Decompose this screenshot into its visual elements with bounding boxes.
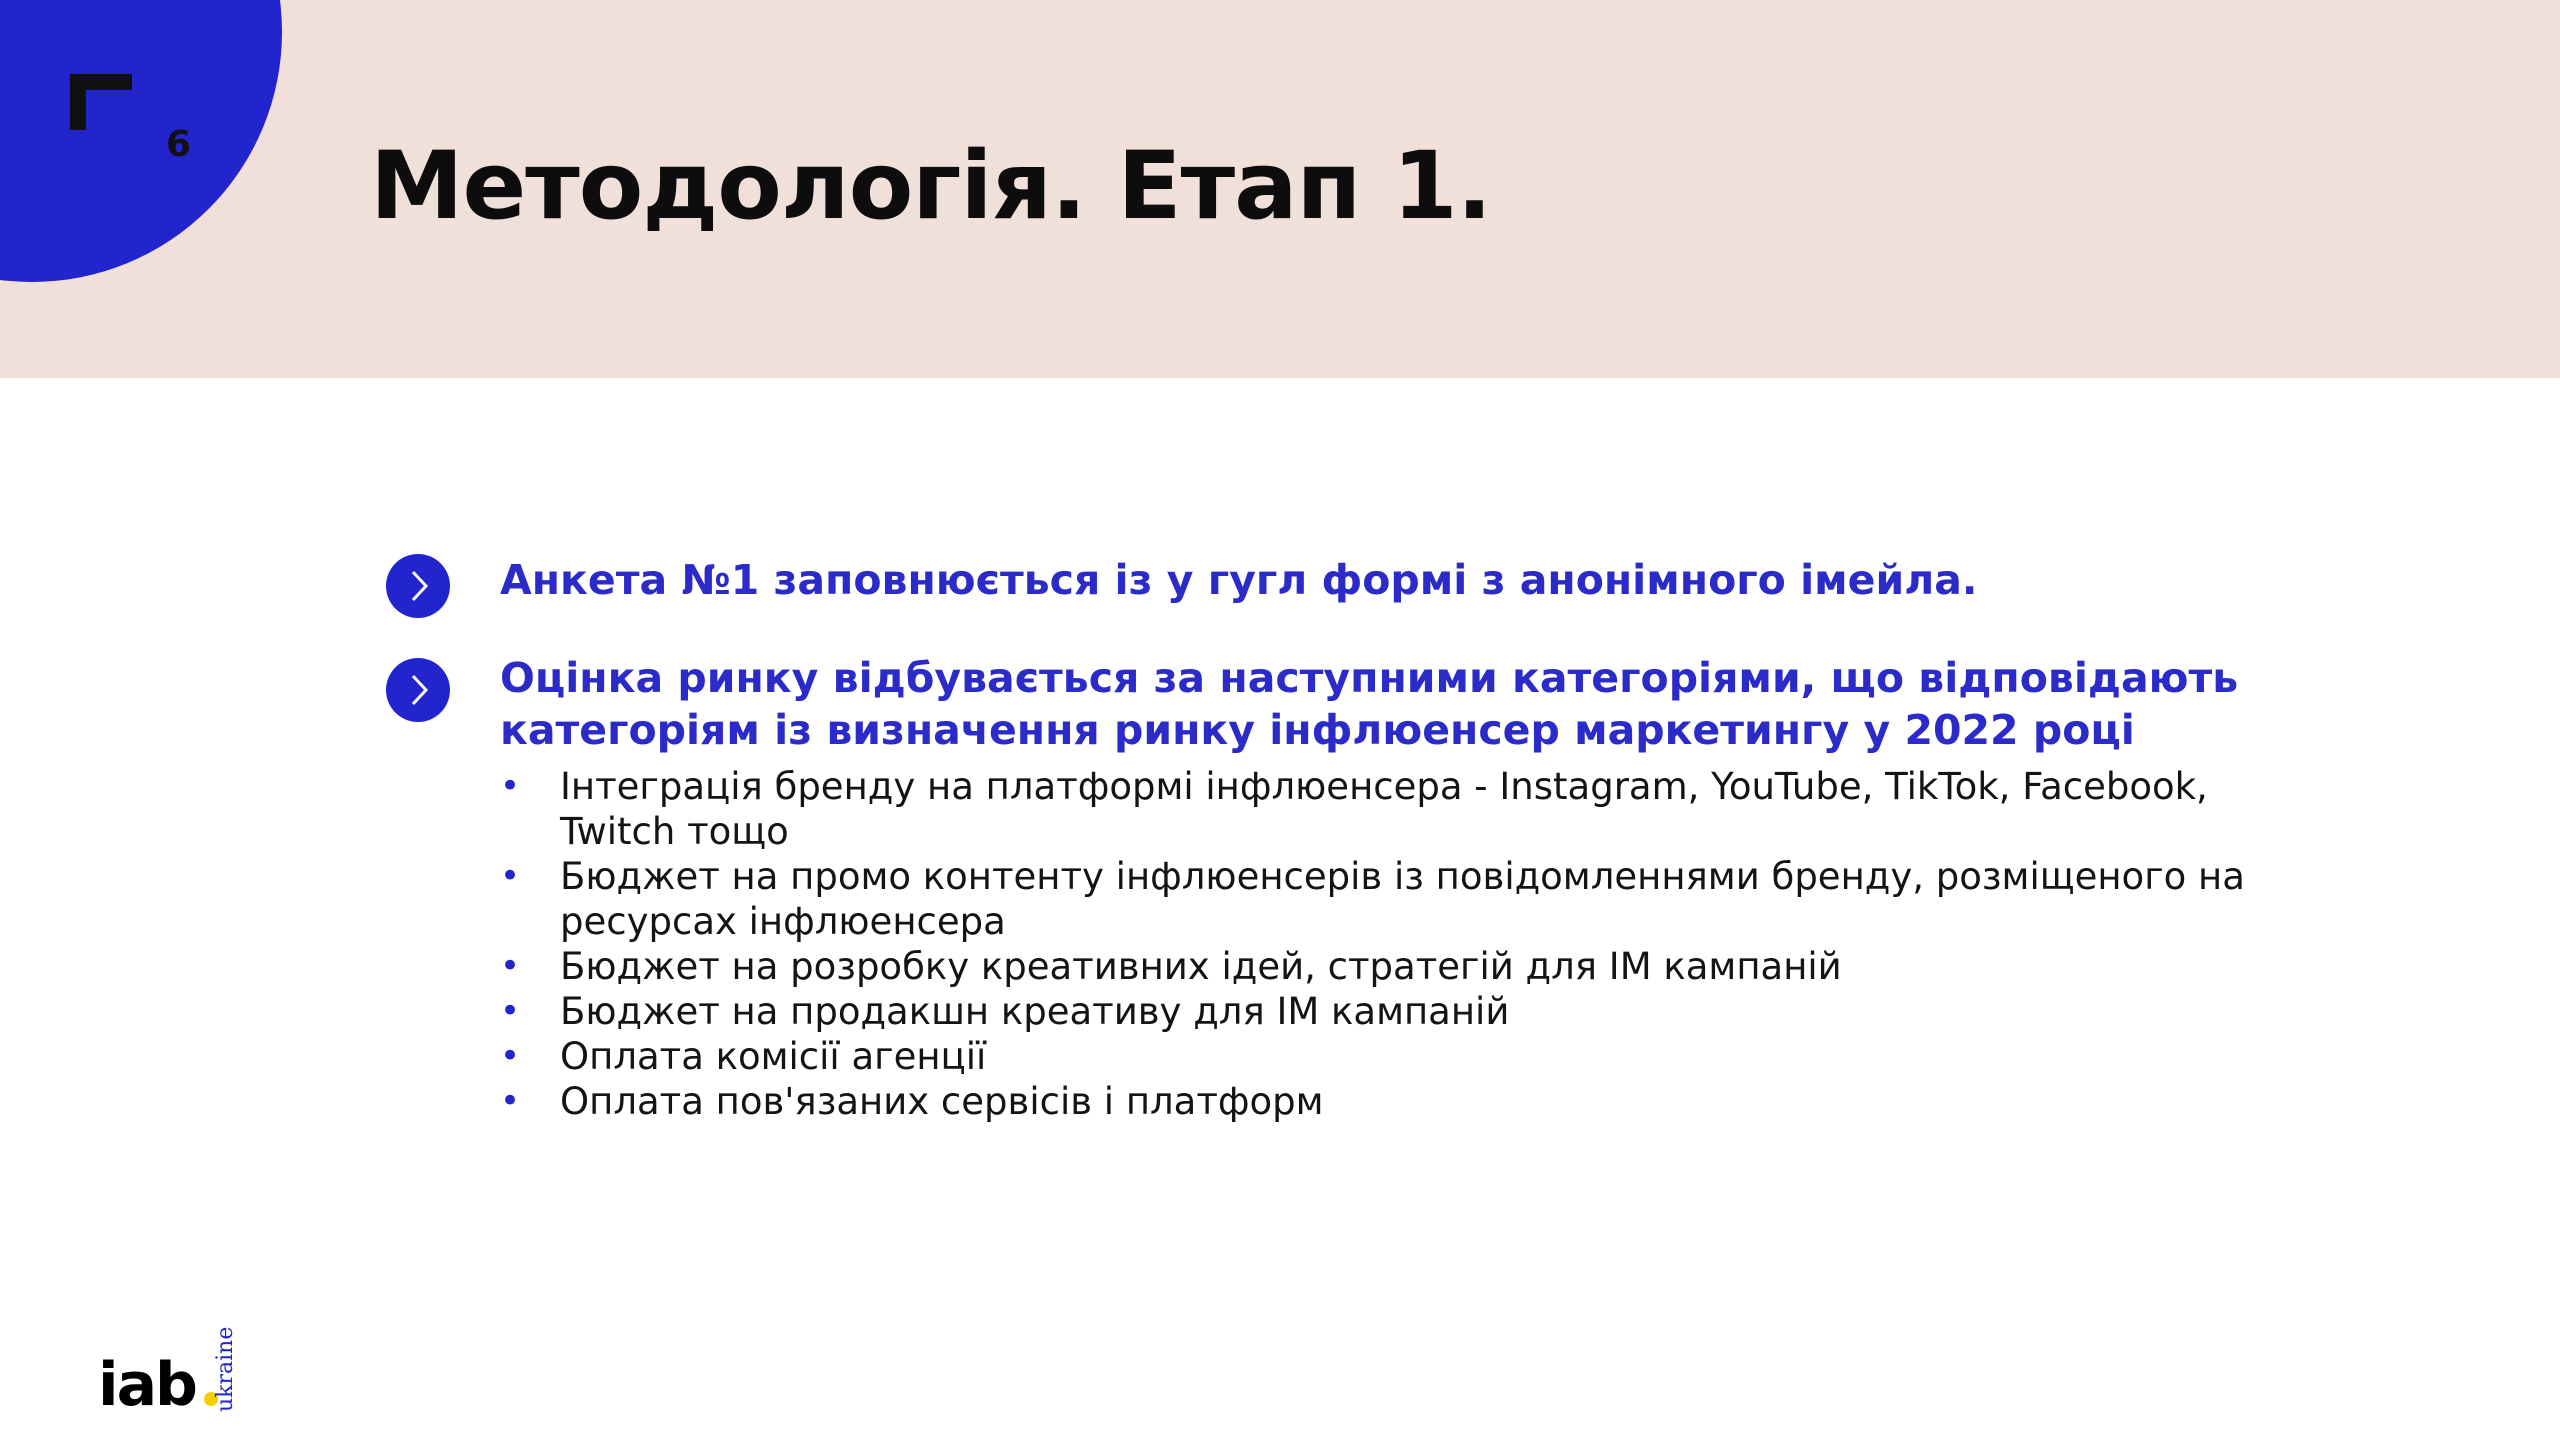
point-text: Анкета №1 заповнюється із у гугл формі з анонімного імейла.	[500, 556, 1978, 604]
bullet-dot-icon: •	[500, 946, 521, 986]
category-bullet-list	[500, 764, 2260, 1124]
corner-bracket-icon	[70, 74, 132, 130]
bullet-item	[500, 854, 2260, 944]
bullet-item	[500, 944, 2260, 989]
bullet-text: Бюджет на розробку креативних ідей, стратегій для ІМ кампаній	[560, 945, 1842, 988]
corner-circle-decoration	[0, 0, 282, 282]
logo-iab-text: iab	[98, 1350, 197, 1420]
bullet-text: Бюджет на продакшн креативу для ІМ кампаній	[560, 990, 1510, 1033]
bullet-dot-icon: •	[500, 991, 521, 1031]
bullet-dot-icon: •	[500, 766, 521, 806]
bullet-dot-icon: •	[500, 856, 521, 896]
chevron-right-icon	[386, 658, 450, 722]
bullet-text: Оплата пов'язаних сервісів і платформ	[560, 1080, 1324, 1123]
point-text: Оцінка ринку відбувається за наступними категоріями, що відповідають категоріям із визначення ринку інфлюенсер маркетингу у 2022 році	[500, 654, 2239, 754]
logo-ukraine-text: ukraine	[213, 1326, 238, 1412]
bullet-dot-icon: •	[500, 1036, 521, 1076]
header-band	[0, 0, 2560, 378]
page-title: Методологія. Етап 1.	[370, 132, 1492, 241]
bullet-item	[500, 1079, 2260, 1124]
bullet-item	[500, 764, 2260, 854]
bullet-dot-icon: •	[500, 1081, 521, 1121]
bullet-text: Оплата комісії агенції	[560, 1035, 987, 1078]
iab-ukraine-logo	[98, 1300, 238, 1420]
bullet-text: Бюджет на промо контенту інфлюенсерів із повідомленнями бренду, розміщеного на ресурсах інфлюенсера	[560, 855, 2245, 943]
bullet-text: Інтеграція бренду на платформі інфлюенсера - Instagram, YouTube, TikTok, Facebook, Twitch тощо	[560, 765, 2208, 853]
chevron-right-icon	[386, 554, 450, 618]
bullet-item	[500, 989, 2260, 1034]
bullet-item	[500, 1034, 2260, 1079]
page-number: 6	[166, 124, 192, 165]
